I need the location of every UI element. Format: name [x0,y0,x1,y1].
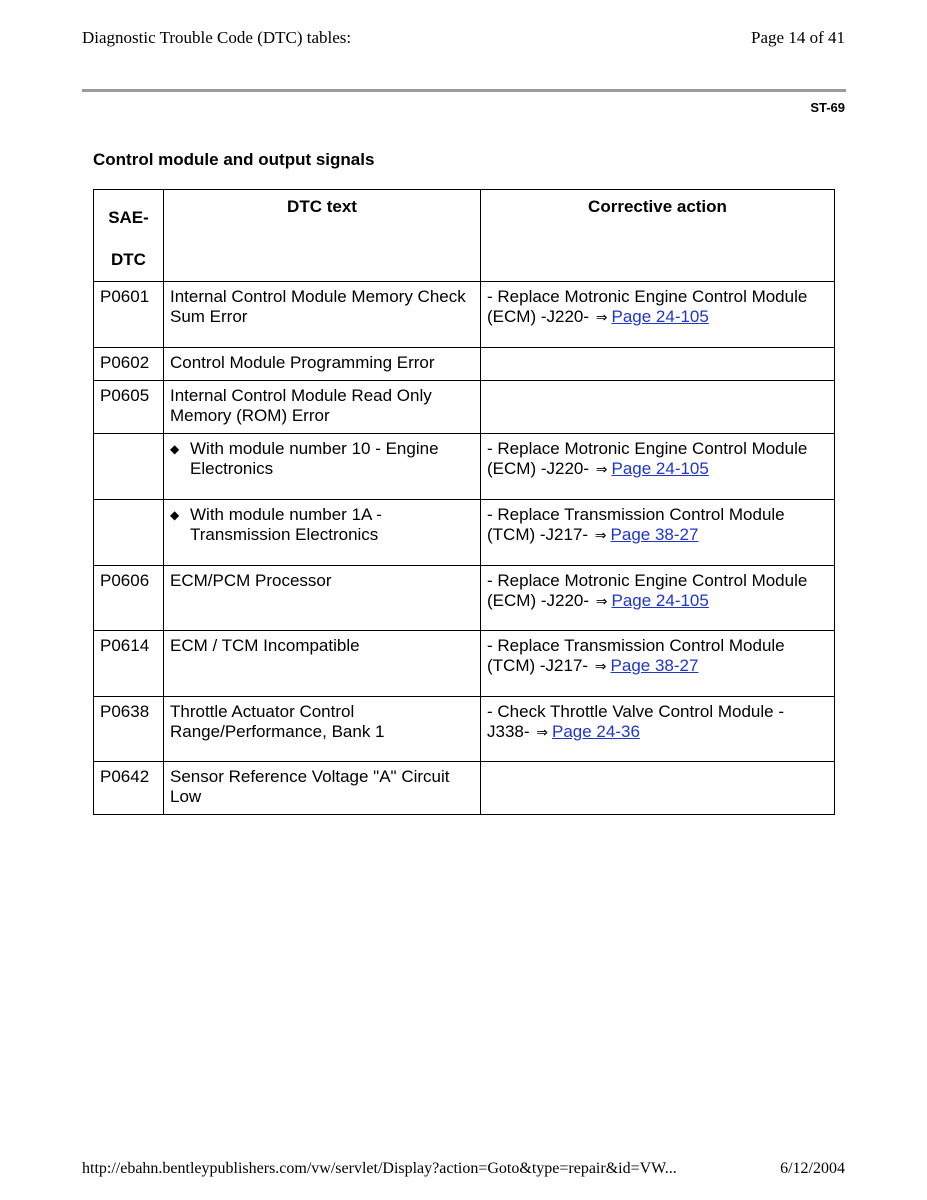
section-title: Control module and output signals [93,150,375,169]
action-text: - Replace Motronic Engine Control Module (ECM) -J220- [487,287,808,326]
table-row [94,631,835,697]
dtc-code: P0605 [94,381,164,434]
corrective-action [481,631,835,697]
arrow-right-icon: ⇒ [595,462,608,478]
header-divider [82,89,846,92]
arrow-right-icon: ⇒ [594,659,607,675]
action-text: - Replace Transmission Control Module (TCM) -J217- [487,505,785,544]
corrective-action [481,500,835,566]
action-text: - Replace Motronic Engine Control Module (ECM) -J220- [487,439,808,478]
dtc-subitem-text: With module number 1A - Transmission Electronics [190,505,382,544]
column-header-sae-line1: SAE- [108,208,149,227]
dtc-code: P0606 [94,566,164,631]
dtc-text: ECM / TCM Incompatible [164,631,481,697]
dtc-code: P0602 [94,348,164,381]
table-row [94,500,835,566]
dtc-table [93,189,835,815]
dtc-text: Control Module Programming Error [164,348,481,381]
footer-date: 6/12/2004 [780,1160,845,1177]
page-link[interactable]: Page 24-36 [552,722,640,741]
column-header-dtc-text: DTC text [164,190,481,282]
table-row [94,282,835,348]
arrow-right-icon: ⇒ [594,528,607,544]
diamond-bullet-icon: ◆ [170,508,180,522]
dtc-subitem-text: With module number 10 - Engine Electronics [190,439,439,478]
page-link[interactable]: Page 24-105 [611,591,709,610]
dtc-text: Sensor Reference Voltage "A" Circuit Low [164,762,481,815]
dtc-text: Internal Control Module Memory Check Sum Error [164,282,481,348]
action-text: - Replace Motronic Engine Control Module (ECM) -J220- [487,571,808,610]
corrective-action [481,697,835,762]
table-row [94,566,835,631]
page-link[interactable]: Page 24-105 [611,459,709,478]
column-header-sae-dtc [94,190,164,282]
table-row [94,697,835,762]
table-header-row [94,190,835,282]
diamond-bullet-icon: ◆ [170,442,180,456]
corrective-action-empty [481,381,835,434]
corrective-action [481,434,835,500]
dtc-text: Internal Control Module Read Only Memory (ROM) Error [164,381,481,434]
action-text: - Replace Transmission Control Module (TCM) -J217- [487,636,785,675]
page-link[interactable]: Page 38-27 [610,525,699,544]
action-text: - Check Throttle Valve Control Module - J338- [487,702,784,741]
dtc-text: ECM/PCM Processor [164,566,481,631]
corrective-action-empty [481,762,835,815]
dtc-code-empty [94,500,164,566]
arrow-right-icon: ⇒ [536,725,548,741]
corrective-action [481,282,835,348]
arrow-right-icon: ⇒ [595,594,608,610]
arrow-right-icon: ⇒ [595,310,608,326]
section-code: ST-69 [810,100,845,115]
dtc-subitem [164,500,481,566]
dtc-code: P0614 [94,631,164,697]
footer-url: http://ebahn.bentleypublishers.com/vw/servlet/Display?action=Goto&type=repair&id=VW... [82,1160,677,1177]
page-link[interactable]: Page 24-105 [611,307,709,326]
dtc-code-empty [94,434,164,500]
header-title: Diagnostic Trouble Code (DTC) tables: [82,28,352,47]
page-number: Page 14 of 41 [751,28,845,47]
column-header-sae-line2: DTC [111,250,146,269]
column-header-corrective-action: Corrective action [481,190,835,282]
table-row [94,434,835,500]
table-row [94,381,835,434]
table-row [94,762,835,815]
dtc-subitem [164,434,481,500]
corrective-action [481,566,835,631]
page-link[interactable]: Page 38-27 [610,656,699,675]
table-row [94,348,835,381]
dtc-text: Throttle Actuator Control Range/Performance, Bank 1 [164,697,481,762]
dtc-code: P0642 [94,762,164,815]
corrective-action-empty [481,348,835,381]
dtc-code: P0638 [94,697,164,762]
dtc-code: P0601 [94,282,164,348]
